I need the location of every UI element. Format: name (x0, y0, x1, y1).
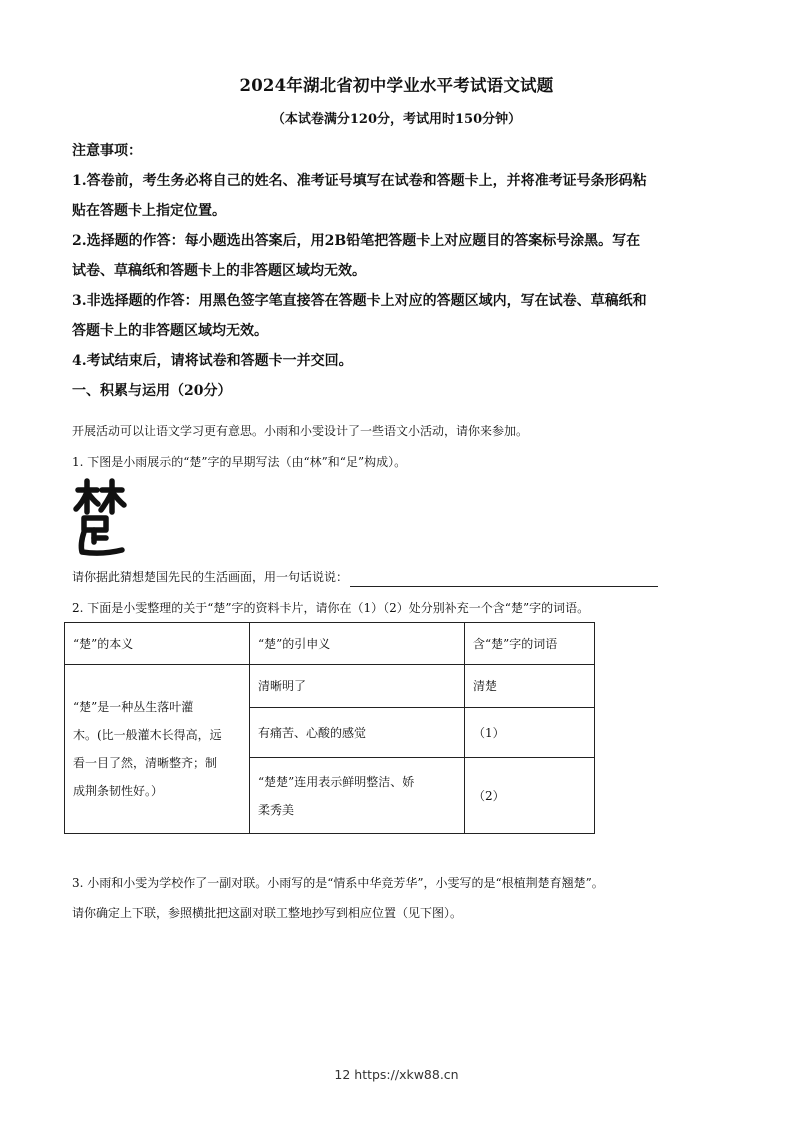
notice-item-2-line-1: 2.选择题的作答：每小题选出答案后，用2B铅笔把答题卡上对应题目的答案标号涂黑。写在 (72, 233, 641, 249)
question-1-answer-blank[interactable] (350, 572, 658, 587)
notice-heading: 注意事项： (72, 143, 142, 159)
extended-meaning-line: 柔秀美 (258, 802, 295, 817)
original-meaning-cell (65, 665, 250, 834)
question-1: 1. 下图是小雨展示的“楚”字的早期写法（由“林”和“足”构成）。 (72, 455, 407, 469)
extended-meaning-cell: 清晰明了 (250, 665, 465, 708)
notice-item-4: 4.考试结束后，请将试卷和答题卡一并交回。 (72, 353, 353, 369)
question-3-line-1: 3. 小雨和小雯为学校作了一副对联。小雨写的是“情系中华竞芳华”，小雯写的是“根植荆楚育翘楚”。 (72, 876, 604, 890)
notice-item-2-line-2: 试卷、草稿纸和答题卡上的非答题区域均无效。 (72, 263, 366, 279)
meaning-line: “楚”是一种丛生落叶灌 (73, 700, 194, 714)
extended-meaning-line: “楚楚”连用表示鲜明整洁、娇 (258, 774, 415, 789)
header-original-meaning: “楚”的本义 (65, 623, 250, 665)
header-extended-meaning: “楚”的引申义 (250, 623, 465, 665)
footer-url[interactable]: https://xkw88.cn (354, 1067, 459, 1082)
question-1-prompt-row (72, 567, 732, 587)
chu-info-card-table (64, 622, 595, 834)
question-2: 2. 下面是小雯整理的关于“楚”字的资料卡片，请你在（1）（2）处分别补充一个含“楚”字的词语。 (72, 601, 590, 615)
section-1-heading: 一、积累与运用（20分） (72, 383, 232, 399)
ancient-chu-character-image (72, 478, 128, 558)
page-number: 12 (334, 1067, 351, 1082)
meaning-line: 成荆条韧性好。） (73, 784, 164, 798)
page-footer (0, 1067, 793, 1082)
question-3-line-2: 请你确定上下联，参照横批把这副对联工整地抄写到相应位置（见下图）。 (72, 906, 463, 920)
table-row (65, 623, 595, 665)
notice-item-1-line-1: 1.答卷前，考生务必将自己的姓名、准考证号填写在试卷和答题卡上，并将准考证号条形码粘 (72, 173, 647, 189)
section-1-intro: 开展活动可以让语文学习更有意思。小雨和小雯设计了一些语文小活动，请你来参加。 (72, 424, 529, 438)
word-cell: 清楚 (465, 665, 595, 708)
meaning-line: 看一目了然，清晰整齐；制 (73, 756, 218, 770)
meaning-line: 木。(比一般灌木长得高，远 (73, 728, 222, 742)
header-chu-words: 含“楚”字的词语 (465, 623, 595, 665)
notice-item-1-line-2: 贴在答题卡上指定位置。 (72, 203, 226, 219)
notice-item-3-line-2: 答题卡上的非答题区域均无效。 (72, 323, 268, 339)
word-blank-1[interactable]: （1） (465, 708, 595, 758)
question-1-prompt: 请你据此猜想楚国先民的生活画面，用一句话说说： (72, 570, 349, 584)
word-blank-2[interactable]: （2） (465, 758, 595, 834)
extended-meaning-cell: 有痛苦、心酸的感觉 (250, 708, 465, 758)
exam-title: 2024年湖北省初中学业水平考试语文试题 (239, 76, 554, 95)
notice-item-3-line-1: 3.非选择题的作答：用黑色签字笔直接答在答题卡上对应的答题区域内，写在试卷、草稿纸和 (72, 293, 647, 309)
exam-subtitle: （本试卷满分120分，考试用时150分钟） (271, 112, 522, 127)
notice-block (72, 136, 727, 406)
extended-meaning-cell (250, 758, 465, 834)
table-row (65, 665, 595, 708)
